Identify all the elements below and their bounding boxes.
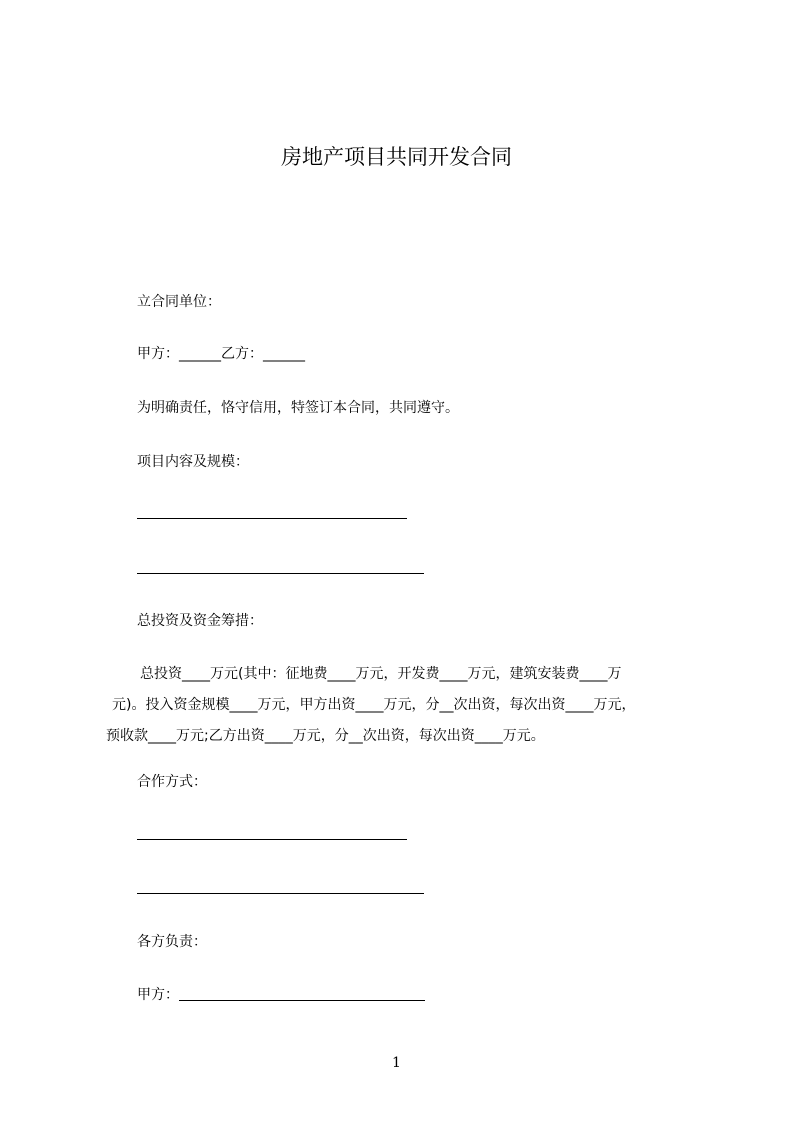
purpose-statement: 为明确责任，恪守信用，特签订本合同，共同遵守。 <box>137 400 459 416</box>
investment-line: 预收款____万元;乙方出资____万元，分__次出资，每次出资____万元。 <box>106 728 545 744</box>
investment-paragraph <box>106 659 696 752</box>
blank-line-project-2 <box>137 573 424 574</box>
blank-line-project-1 <box>137 518 407 519</box>
investment-line: 总投资____万元(其中：征地费____万元，开发费____万元，建筑安装费____万 <box>140 666 622 682</box>
blank-line-cooperation-1 <box>137 839 407 840</box>
party-a-line <box>137 985 425 1005</box>
party-a-label: 甲方： <box>137 987 179 1003</box>
investment-line: 元)。投入资金规模____万元，甲方出资____万元，分__次出资，每次出资____万元， <box>112 697 636 713</box>
blank-line-cooperation-2 <box>137 893 424 894</box>
parties-heading: 立合同单位： <box>137 294 221 310</box>
responsibility-heading: 各方负责： <box>137 934 207 950</box>
investment-heading: 总投资及资金筹措： <box>137 613 263 629</box>
project-heading: 项目内容及规模： <box>137 454 249 470</box>
cooperation-heading: 合作方式： <box>137 774 207 790</box>
document-title: 房地产项目共同开发合同 <box>281 145 512 169</box>
parties-line: 甲方：______乙方：______ <box>137 346 305 362</box>
party-a-blank <box>179 1000 425 1001</box>
page-number: 1 <box>392 1055 401 1071</box>
